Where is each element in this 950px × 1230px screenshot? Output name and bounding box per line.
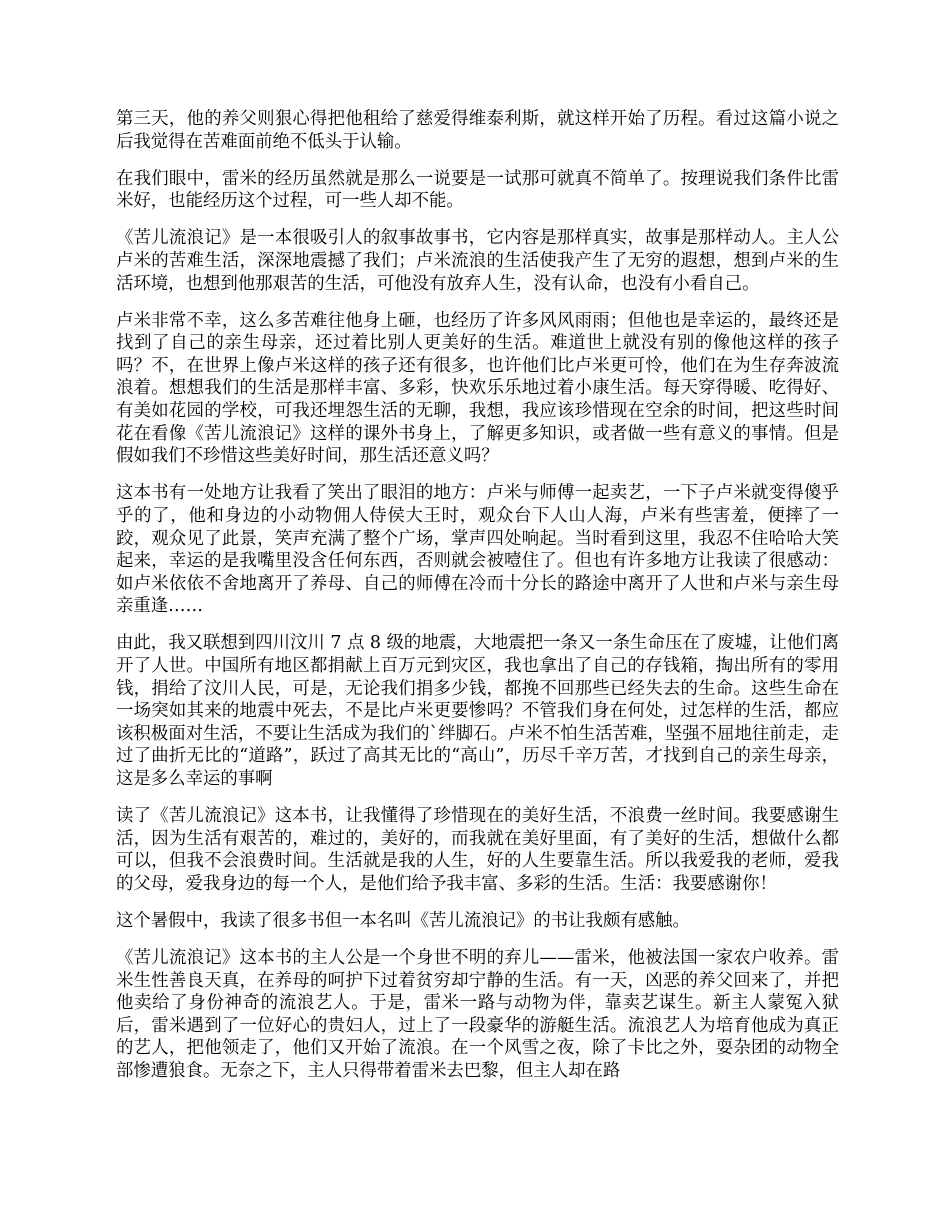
paragraph-5: 这本书有一处地方让我看了笑出了眼泪的地方：卢米与师傅一起卖艺，一下子卢米就变得傻乎乎的了，他和身边的小动物佣人侍侯大王时，观众台下人山人海，卢米有些害羞，便摔了一跤，观众见了此景，笑声充满了整个广场，掌声四处响起。当时看到这里，我忍不住哈哈大笑起来，幸运的是我嘴里没含任何东西，否则就会被噎住了。但也有许多地方让我读了很感动：如卢米依依不舍地离开了养母、自己的师傅在冷而十分长的路途中离开了人世和卢米与亲生母亲重逢…… [116, 483, 839, 617]
paragraph-2: 在我们眼中，雷米的经历虽然就是那么一说要是一试那可就真不简单了。按理说我们条件比雷米好，也能经历这个过程，可一些人却不能。 [116, 168, 839, 212]
paragraph-6: 由此，我又联想到四川汶川 7 点 8 级的地震，大地震把一条又一条生命压在了废墟，让他们离开了人世。中国所有地区都捐献上百万元到灾区，我也拿出了自己的存钱箱，掏出所有的零用钱，捐给了汶川人民，可是，无论我们捐多少钱，都挽不回那些已经失去的生命。这些生命在一场突如其来的地震中死去，不是比卢米更要惨吗？不管我们身在何处，过怎样的生活，都应该积极面对生活，不要让生活成为我们的`绊脚石。卢米不怕生活苦难，坚强不屈地往前走，走过了曲折无比的“道路”，跃过了高其无比的“高山”，历尽千辛万苦，才找到自己的亲生母亲，这是多么幸运的事啊 [116, 633, 839, 789]
paragraph-3: 《苦儿流浪记》是一本很吸引人的叙事故事书，它内容是那样真实，故事是那样动人。主人公卢米的苦难生活，深深地震撼了我们；卢米流浪的生活使我产生了无穷的遐想，想到卢米的生活环境，也想到他那艰苦的生活，可他没有放弃人生，没有认命，也没有小看自己。 [116, 228, 839, 294]
paragraph-7: 读了《苦儿流浪记》这本书，让我懂得了珍惜现在的美好生活，不浪费一丝时间。我要感谢生活，因为生活有艰苦的，难过的，美好的，而我就在美好里面，有了美好的生活，想做什么都可以，但我不会浪费时间。生活就是我的人生，好的人生要靠生活。所以我爱我的老师，爱我的父母，爱我身边的每一个人，是他们给予我丰富、多彩的生活。生活：我要感谢你！ [116, 806, 839, 894]
paragraph-8: 这个暑假中，我读了很多书但一本名叫《苦儿流浪记》的书让我颇有感触。 [116, 910, 690, 931]
document-body [116, 108, 839, 1097]
paragraph-9: 《苦儿流浪记》这本书的主人公是一个身世不明的弃儿——雷米，他被法国一家农户收养。雷米生性善良天真，在养母的呵护下过着贫穷却宁静的生活。有一天，凶恶的养父回来了，并把他卖给了身份神奇的流浪艺人。于是，雷米一路与动物为伴，靠卖艺谋生。新主人蒙冤入狱后，雷米遇到了一位好心的贵妇人，过上了一段豪华的游艇生活。流浪艺人为培育他成为真正的艺人，把他领走了，他们又开始了流浪。在一个风雪之夜，除了卡比之外，耍杂团的动物全部惨遭狼食。无奈之下，主人只得带着雷米去巴黎，但主人却在路 [116, 948, 839, 1081]
paragraph-4: 卢米非常不幸，这么多苦难往他身上砸，也经历了许多风风雨雨；但他也是幸运的，最终还是找到了自己的亲生母亲，还过着比别人更美好的生活。难道世上就没有别的像他这样的孩子吗？不，在世界上像卢米这样的孩子还有很多，也许他们比卢米更可怜，他们在为生存奔波流浪着。想想我们的生活是那样丰富、多彩，快欢乐乐地过着小康生活。每天穿得暖、吃得好、有美如花园的学校，可我还埋怨生活的无聊，我想，我应该珍惜现在空余的时间，把这些时间花在看像《苦儿流浪记》这样的课外书身上，了解更多知识，或者做一些有意义的事情。但是假如我们不珍惜这些美好时间，那生活还意义吗？ [116, 310, 839, 467]
paragraph-1: 第三天，他的养父则狠心得把他租给了慈爱得维泰利斯，就这样开始了历程。看过这篇小说之后我觉得在苦难面前绝不低头于认输。 [116, 109, 839, 152]
